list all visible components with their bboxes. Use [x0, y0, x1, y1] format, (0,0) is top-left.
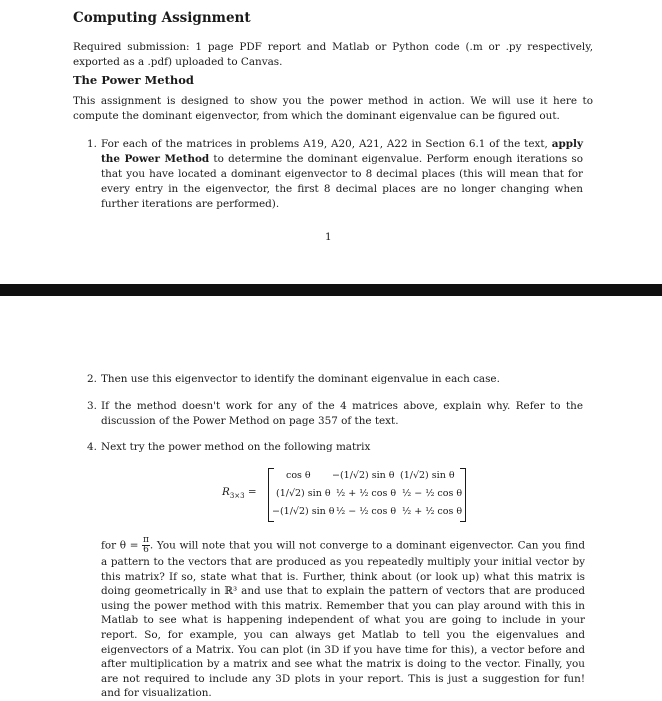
theta-numerator: π: [143, 535, 149, 545]
matrix-cell-r1c2: −(1/√2) sin θ: [332, 470, 395, 481]
matrix-cell-r2c2: ½ + ½ cos θ: [336, 488, 397, 499]
document-page-1: [0, 0, 662, 284]
theta-fraction: [142, 536, 150, 555]
list-item-body: If the method doesn't work for any of the 4 matrices above, explain why. Refer to the discussion of the Power Method on page 357 of the text.: [101, 400, 583, 427]
list-item-body: [101, 137, 583, 212]
theta-prefix: for θ =: [101, 539, 139, 552]
required-submission-text: Required submission: 1 page PDF report and Matlab or Python code (.m or .py respectively, exported as a .pdf) uploaded to Canvas.: [73, 41, 593, 68]
intro-paragraph: This assignment is designed to show you the power method in action. We will use it here to compute the dominant eigenvector, from which the dominant eigenvalue can be figured out.: [73, 95, 593, 122]
document-page-2: [0, 296, 662, 700]
matrix-cell-r1c3: (1/√2) sin θ: [400, 470, 455, 481]
matrix-lhs: [222, 486, 257, 500]
theta-denominator: 6: [143, 545, 149, 555]
list-item-number: 1.: [87, 138, 97, 150]
equals-sign: =: [247, 486, 257, 498]
list-item-number: 3.: [87, 400, 97, 412]
page-divider: [0, 284, 662, 296]
matrix-cell-r3c3: ½ + ½ cos θ: [402, 506, 463, 517]
matrix-symbol: R: [222, 486, 230, 498]
page-number: 1: [325, 231, 332, 243]
explanation-text: . You will note that you will not converge to a dominant eigenvector. Can you find a pattern to the vectors that are produced as you repeatedly multiply your initial vector by this matrix? If so, state what that is. Further, think about (or look up) what this matrix is doing geometrically in ℝ³ and use that to explain the pattern of vectors that are produced using the power method with this matrix. Remember that you can play around with this in Matlab to see what is happening independent of what you are going to include in your report. So, for example, you can always get Matlab to tell you the eigenvalues and eigenvectors of a Matrix. You can plot (in 3D if you have time for this), a vector before and after multiplication by a matrix and see what the matrix is doing to the vector. Finally, you are not required to include any 3D plots in your report. This is just a suggestion for fun! and for visualization.: [101, 539, 585, 700]
list-item-body: Then use this eigenvector to identify the dominant eigenvalue in each case.: [101, 373, 500, 385]
matrix-cell-r2c3: ½ − ½ cos θ: [402, 488, 463, 499]
matrix-cell-r1c1: cos θ: [286, 470, 311, 481]
document-title: Computing Assignment: [73, 10, 251, 26]
list-item-number: 4.: [87, 441, 97, 453]
matrix-cell-r3c1: −(1/√2) sin θ: [272, 506, 335, 517]
rotation-matrix-equation: [222, 466, 472, 524]
item1-text-b: to determine the dominant eigenvalue. Perform enough iterations so that you have located a dominant eigenvector to 8 decimal places (this will mean that for every entry in the eigenvector, the first 8 decimal places are no longer changing when further iterations are performed).: [101, 153, 583, 210]
item1-bold-text: apply the Power Method: [101, 138, 583, 165]
item4-explanation-paragraph: [101, 536, 585, 701]
matrix-subscript: 3×3: [229, 492, 245, 501]
matrix-cell-r3c2: ½ − ½ cos θ: [336, 506, 397, 517]
list-item-number: 2.: [87, 373, 97, 385]
item1-text-a: For each of the matrices in problems A19, A20, A21, A22 in Section 6.1 of the text,: [101, 138, 552, 150]
matrix-cell-r2c1: (1/√2) sin θ: [276, 488, 331, 499]
list-item-body: Next try the power method on the following matrix: [101, 441, 371, 453]
section-title: The Power Method: [73, 73, 194, 87]
